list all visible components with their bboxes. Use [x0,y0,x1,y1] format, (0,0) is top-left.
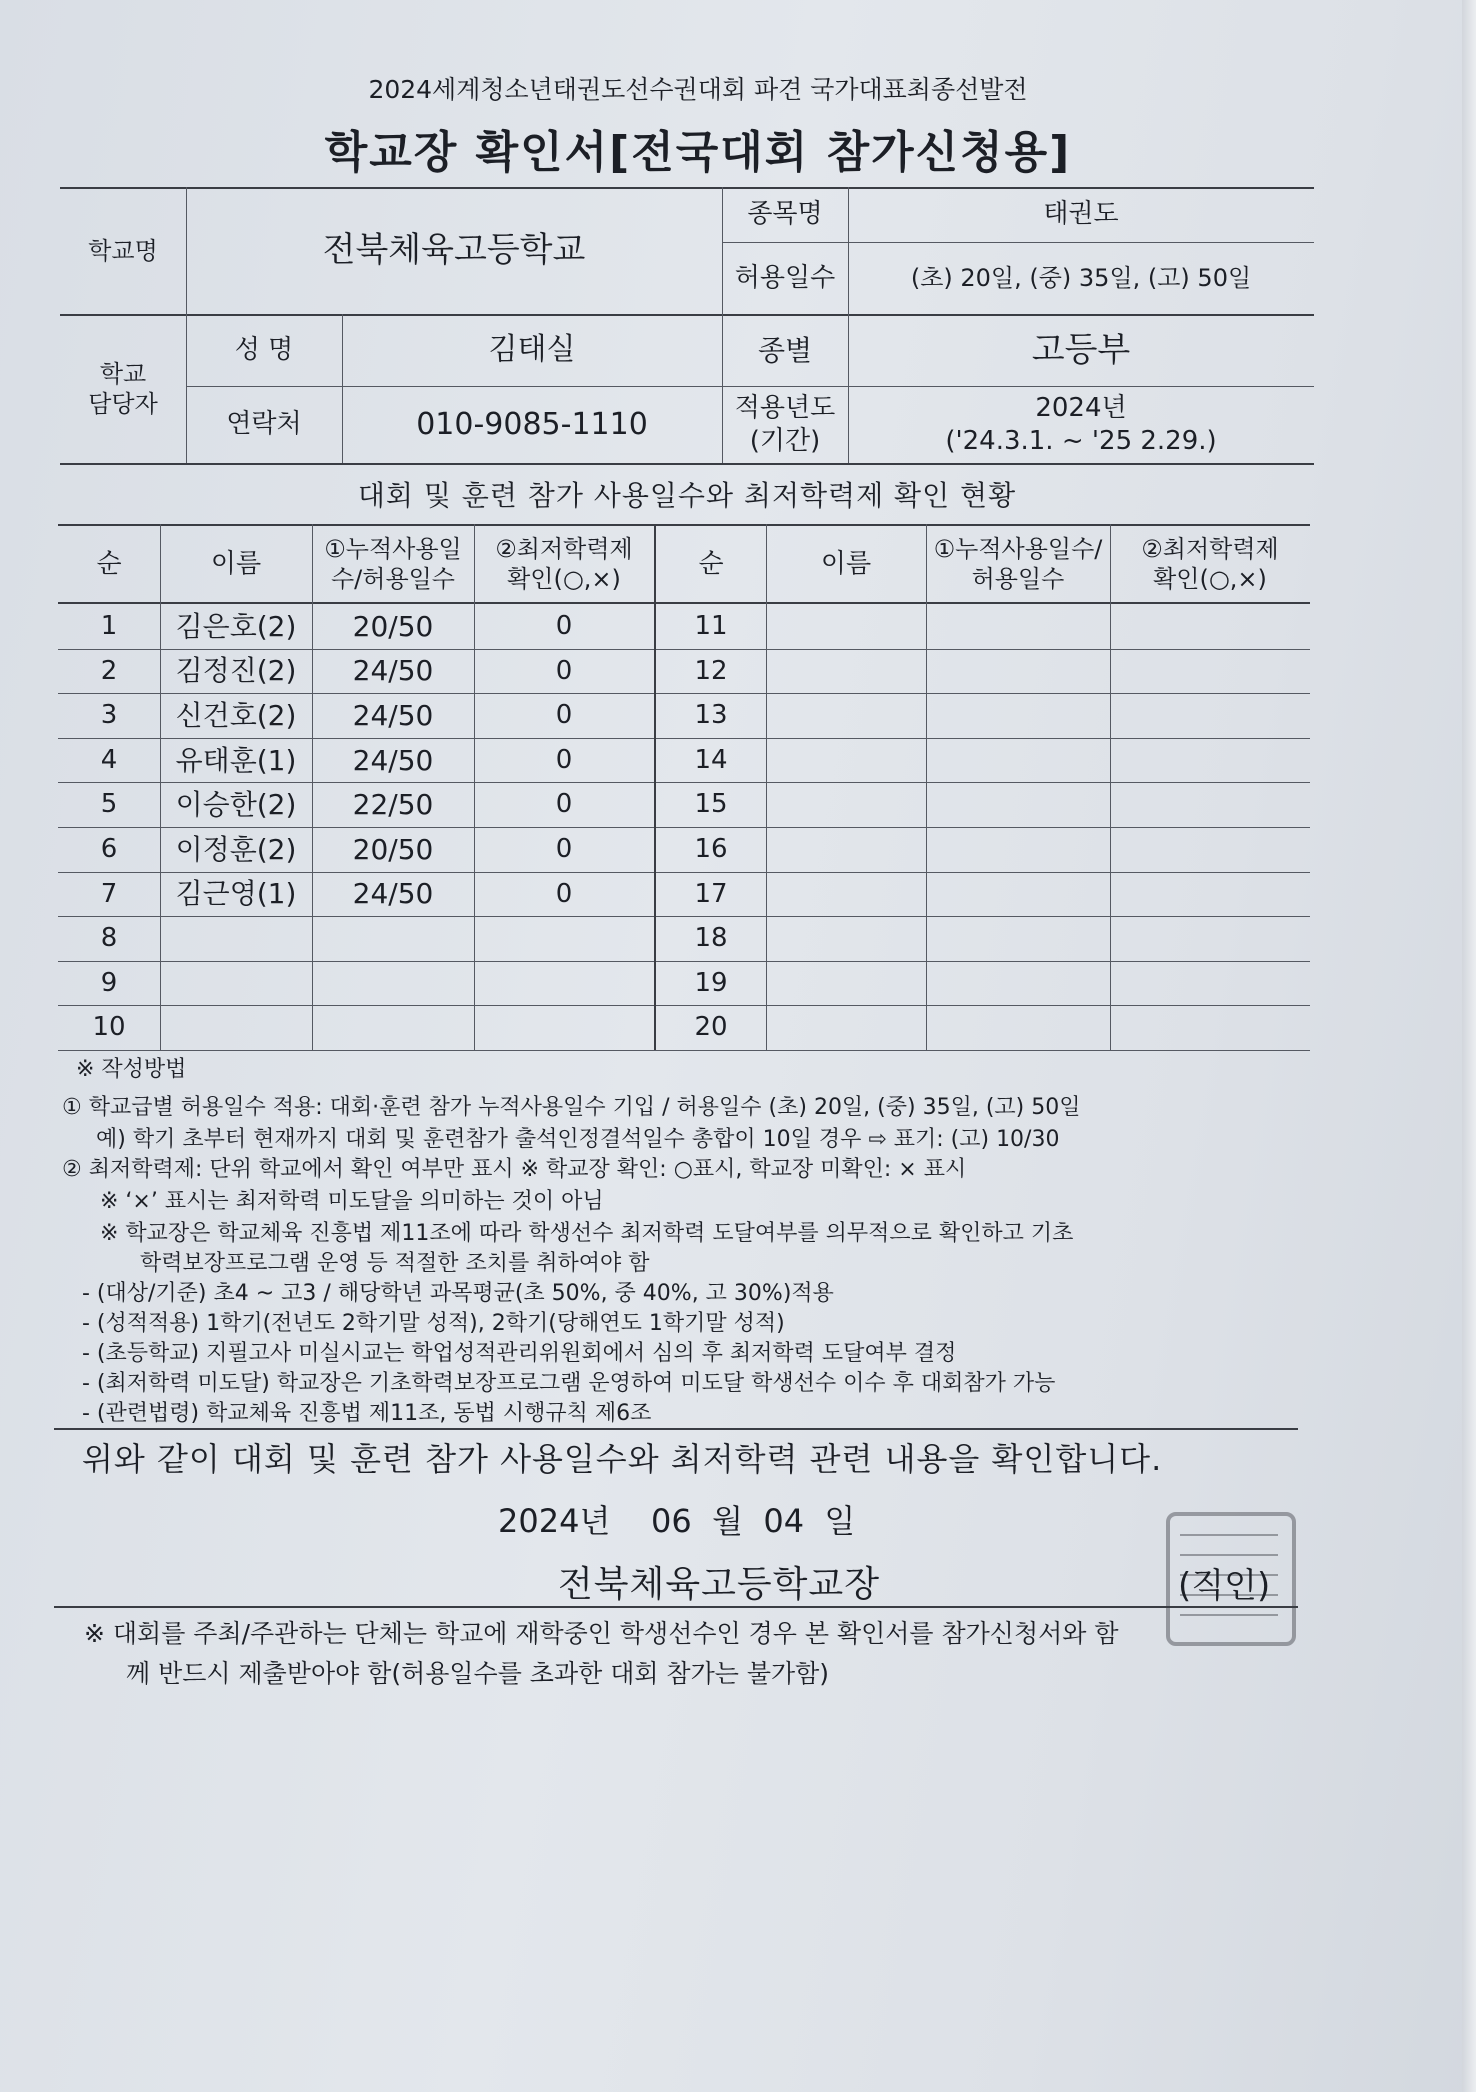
year-label-line1: 적용년도 [734,393,836,423]
right-row-19-name [766,961,926,1006]
right-row-13-name [766,693,926,738]
right-row-15-name [766,782,926,827]
right-row-18-days [926,916,1110,961]
manager-label-line1: 학교 [99,359,147,388]
left-row-1-no: 1 [100,611,118,642]
right-row-15-check [1110,782,1310,827]
right-row-17-check [1110,872,1310,917]
header-check-left-line1: ②최저학력제 [495,535,633,563]
left-row-7-no: 7 [100,878,118,909]
left-row-1-check: 0 [555,611,573,642]
header-days-left-line2: 수/허용일수 [330,565,455,593]
header-check-left [474,526,654,602]
instruction-line-1: ① 학교급별 허용일수 적용: 대회·훈련 참가 누적사용일수 기입 / 허용일수 (초) 20일, (중) 35일, (고) 50일 [62,1095,1081,1120]
document-title: 학교장 확인서[전국대회 참가신청용] [324,127,1072,178]
header-no-right: 순 [698,548,724,579]
left-row-9-check [474,961,654,1006]
left-row-1-name: 김은호(2) [175,609,297,643]
right-row-18-no: 18 [694,923,728,954]
right-row-13-no: 13 [694,700,728,731]
school-value: 전북체육고등학교 [322,230,586,271]
right-row-13-days [926,693,1110,738]
category-label: 종별 [757,333,813,367]
contact-label: 연락처 [226,409,302,440]
allowed-days-label: 허용일수 [734,262,836,293]
right-row-11-check [1110,604,1310,649]
confirmation-date: 2024년 06 월 04 일 [498,1502,856,1540]
left-row-9-no: 9 [100,967,118,998]
left-row-7-name: 김근영(1) [175,877,297,911]
right-row-14-name [766,738,926,783]
left-row-8-name [160,916,312,961]
left-row-5-no: 5 [100,789,118,820]
allowed-days-value: (초) 20일, (중) 35일, (고) 50일 [910,264,1252,292]
left-row-5-days: 22/50 [352,788,434,822]
header-name-right: 이름 [820,548,872,579]
right-row-13-check [1110,693,1310,738]
left-row-6-check: 0 [555,834,573,865]
header-days-right-line1: ①누적사용일수/ [933,535,1103,563]
left-row-3-check: 0 [555,700,573,731]
manager-name-value: 김태실 [488,332,576,368]
left-row-3-name: 신건호(2) [175,698,297,732]
left-row-2-no: 2 [100,655,118,686]
left-row-2-check: 0 [555,655,573,686]
left-row-6-days: 20/50 [352,832,434,866]
right-row-14-check [1110,738,1310,783]
instruction-line-9: - (초등학교) 지필고사 미실시교는 학업성적관리위원회에서 심의 후 최저학력 도달여부 결정 [82,1341,957,1366]
name-label: 성 명 [234,334,294,365]
right-row-19-days [926,961,1110,1006]
right-row-14-days [926,738,1110,783]
header-check-right-line2: 확인(○,×) [1153,565,1267,593]
left-row-5-check: 0 [555,789,573,820]
right-row-19-no: 19 [694,967,728,998]
instruction-line-11: - (관련법령) 학교체육 진흥법 제11조, 동법 시행규칙 제6조 [82,1401,652,1426]
header-check-left-line2: 확인(○,×) [507,565,621,593]
left-row-2-days: 24/50 [352,654,434,688]
right-row-11-name [766,604,926,649]
right-row-11-days [926,604,1110,649]
year-value-line1: 2024년 [1035,393,1127,423]
right-row-15-days [926,782,1110,827]
header-check-right [1110,526,1310,602]
header-days-right-line2: 허용일수 [971,565,1065,593]
left-row-8-days [312,916,474,961]
right-row-12-check [1110,649,1310,694]
manager-label [60,314,186,463]
right-row-20-days [926,1005,1110,1050]
instruction-line-2: 예) 학기 초부터 현재까지 대회 및 훈련참가 출석인정결석일수 총합이 10일 경우 ⇨ 표기: (고) 10/30 [96,1127,1060,1152]
right-row-16-days [926,827,1110,872]
right-row-20-name [766,1005,926,1050]
left-row-6-name: 이정훈(2) [175,832,297,866]
right-row-12-no: 12 [694,655,728,686]
left-row-1-days: 20/50 [352,609,434,643]
left-row-10-name [160,1005,312,1050]
left-row-4-check: 0 [555,744,573,775]
year-value [848,386,1314,463]
section-title: 대회 및 훈련 참가 사용일수와 최저학력제 확인 현황 [357,478,1017,512]
right-row-17-days [926,872,1110,917]
right-row-20-check [1110,1005,1310,1050]
manager-label-line2: 담당자 [88,389,158,418]
contact-value: 010-9085-1110 [416,406,648,442]
instructions-heading: ※ 작성방법 [76,1057,187,1082]
left-row-10-days [312,1005,474,1050]
sport-value: 태권도 [1043,199,1119,230]
right-row-12-name [766,649,926,694]
right-row-17-no: 17 [694,878,728,909]
right-row-16-name [766,827,926,872]
confirmation-text: 위와 같이 대회 및 훈련 참가 사용일수와 최저학력 관련 내용을 확인합니다. [82,1440,1163,1478]
left-row-4-name: 유태훈(1) [175,743,297,777]
header-name-left: 이름 [210,548,262,579]
instruction-line-4: ※ ‘×’ 표시는 최저학력 미도달을 의미하는 것이 아님 [100,1189,604,1214]
instruction-line-5: ※ 학교장은 학교체육 진흥법 제11조에 따라 학생선수 최저학력 도달여부를 의무적으로 확인하고 기초 [100,1221,1074,1246]
year-label [722,386,848,463]
header-days-left [312,526,474,602]
year-value-line2: ('24.3.1. ~ '25 2.29.) [945,425,1217,456]
right-row-15-no: 15 [694,789,728,820]
left-row-7-check: 0 [555,878,573,909]
left-row-6-no: 6 [100,834,118,865]
principal-name: 전북체육고등학교장 [558,1564,880,1605]
left-row-3-no: 3 [100,700,118,731]
left-row-8-no: 8 [100,923,118,954]
right-row-18-name [766,916,926,961]
instruction-line-10: - (최저학력 미도달) 학교장은 기초학력보장프로그램 운영하여 미도달 학생선수 이수 후 대회참가 가능 [82,1371,1056,1396]
right-row-18-check [1110,916,1310,961]
footer-line-1: ※ 대회를 주최/주관하는 단체는 학교에 재학중인 학생선수인 경우 본 확인서를 참가신청서와 함 [84,1619,1119,1648]
left-row-7-days: 24/50 [352,877,434,911]
right-row-19-check [1110,961,1310,1006]
header-no-left: 순 [96,548,122,579]
instruction-line-8: - (성적적용) 1학기(전년도 2학기말 성적), 2학기(당해연도 1학기말 성적) [82,1311,785,1336]
year-label-line2: (기간) [749,425,821,456]
left-row-10-check [474,1005,654,1050]
sport-label: 종목명 [747,199,823,230]
document-supertitle: 2024세계청소년태권도선수권대회 파견 국가대표최종선발전 [368,75,1028,104]
right-row-11-no: 11 [694,611,728,642]
right-row-20-no: 20 [694,1012,728,1043]
instruction-line-6: 학력보장프로그램 운영 등 적절한 조치를 취하여야 함 [140,1251,650,1276]
instruction-line-3: ② 최저학력제: 단위 학교에서 확인 여부만 표시 ※ 학교장 확인: ○표시, 학교장 미확인: × 표시 [62,1157,967,1182]
header-days-right [926,526,1110,602]
paper-edge [1462,0,1476,2092]
right-row-17-name [766,872,926,917]
left-row-3-days: 24/50 [352,698,434,732]
instruction-line-7: - (대상/기준) 초4 ~ 고3 / 해당학년 과목평균(초 50%, 중 40%, 고 30%)적용 [82,1281,834,1306]
footer-line-2: 께 반드시 제출받아야 함(허용일수를 초과한 대회 참가는 불가함) [126,1659,830,1688]
left-row-10-no: 10 [92,1012,126,1043]
school-label: 학교명 [88,236,158,265]
left-row-2-name: 김정진(2) [175,654,297,688]
left-row-4-no: 4 [100,744,118,775]
header-days-left-line1: ①누적사용일 [324,535,462,563]
left-row-8-check [474,916,654,961]
left-row-5-name: 이승한(2) [175,788,297,822]
right-row-12-days [926,649,1110,694]
right-row-16-check [1110,827,1310,872]
seal-label: (직인) [1178,1566,1271,1606]
category-value: 고등부 [1031,329,1131,370]
left-row-4-days: 24/50 [352,743,434,777]
left-row-9-name [160,961,312,1006]
left-row-9-days [312,961,474,1006]
header-check-right-line1: ②최저학력제 [1141,535,1279,563]
right-row-16-no: 16 [694,834,728,865]
right-row-14-no: 14 [694,744,728,775]
